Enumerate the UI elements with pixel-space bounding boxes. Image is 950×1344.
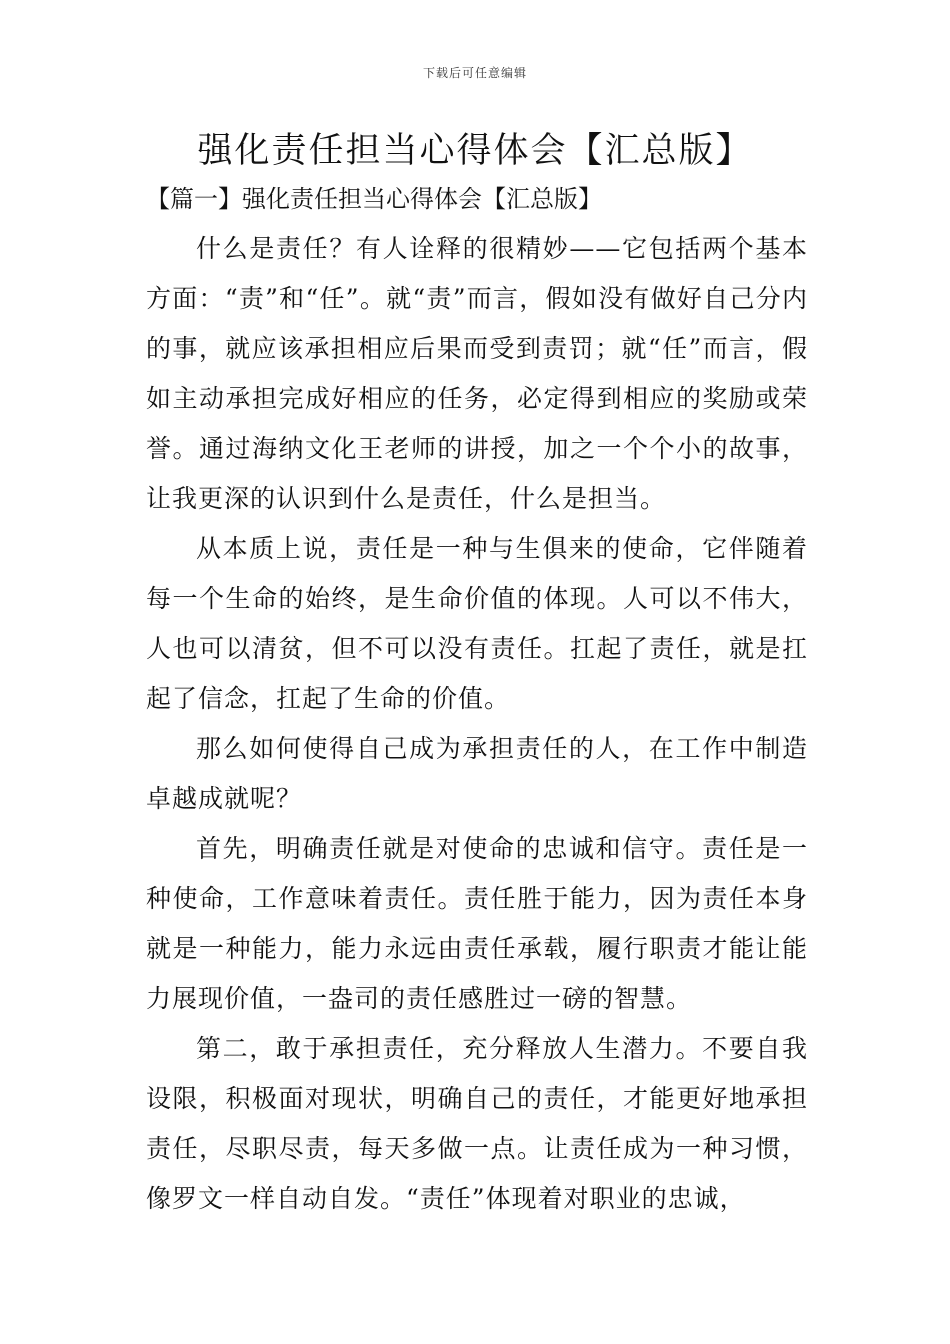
paragraph: 那么如何使得自己成为承担责任的人，在工作中制造卓越成就呢？ [146,734,808,813]
section-heading: 【篇一】强化责任担当心得体会【汇总版】 [146,185,602,213]
document-title: 强化责任担当心得体会【汇总版】 [197,131,753,171]
paragraph: 什么是责任？有人诠释的很精妙——它包括两个基本方面：“责”和“任”。就“责”而言，假如没有做好自己分内的事，就应该承担相应后果而受到责罚；就“任”而言，假如主动承担完成好相应的任务，必定得到相应的奖励或荣誉。通过海纳文化王老师的讲授，加之一个个小的故事，让我更深的认识到什么是责任，什么是担当。 [146,234,808,513]
paragraph: 从本质上说，责任是一种与生俱来的使命，它伴随着每一个生命的始终，是生命价值的体现。人可以不伟大，人也可以清贫，但不可以没有责任。扛起了责任，就是扛起了信念，扛起了生命的价值。 [146,534,808,713]
header-note: 下载后可任意编辑 [422,66,527,80]
paragraph: 首先，明确责任就是对使命的忠诚和信守。责任是一种使命，工作意味着责任。责任胜于能力，因为责任本身就是一种能力，能力永远由责任承载，履行职责才能让能力展现价值，一盎司的责任感胜过一磅的智慧。 [146,834,808,1013]
paragraph: 第二，敢于承担责任，充分释放人生潜力。不要自我设限，积极面对现状，明确自己的责任，才能更好地承担责任，尽职尽责，每天多做一点。让责任成为一种习惯，像罗文一样自动自发。“责任”体现着对职业的忠诚， [146,1034,808,1213]
document-body [146,224,808,1224]
